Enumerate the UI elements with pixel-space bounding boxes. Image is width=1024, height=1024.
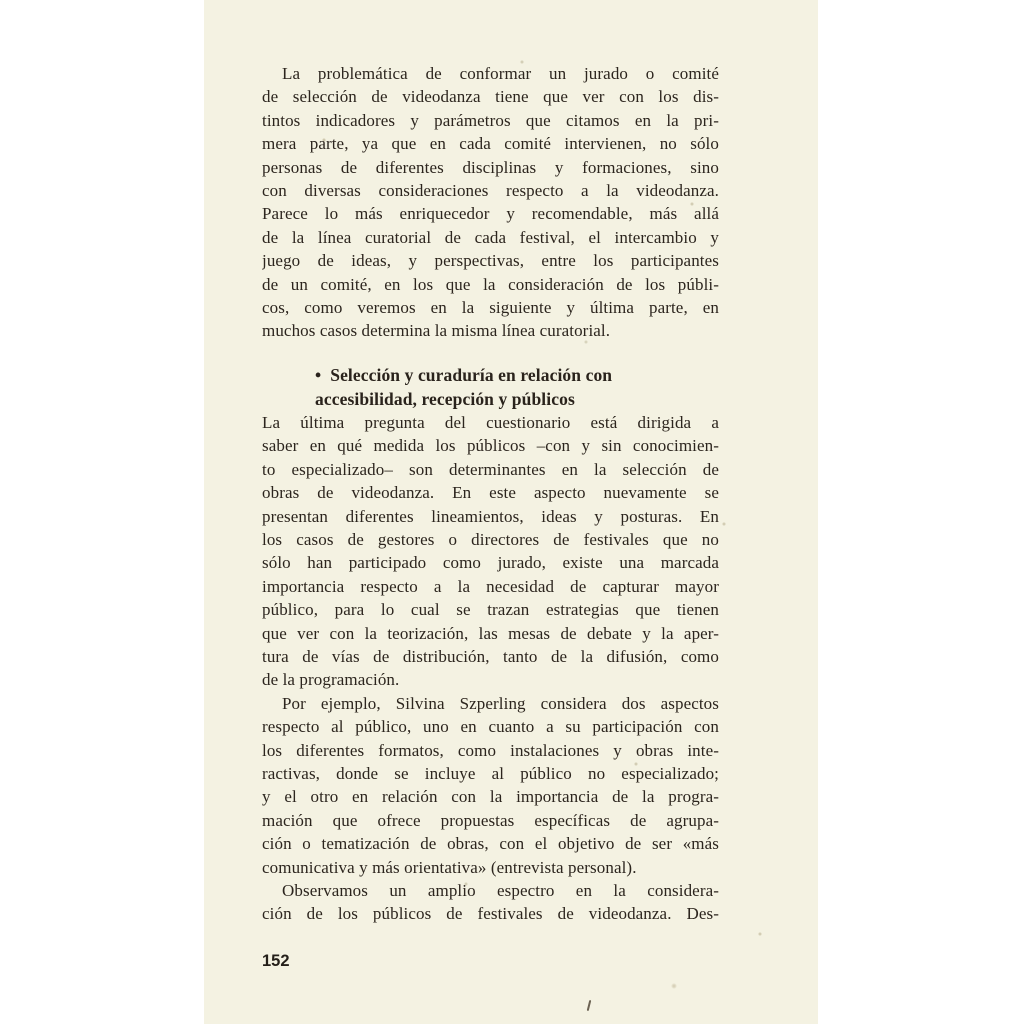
heading-line-1 xyxy=(315,363,719,387)
text-line: mación que ofrece propuestas específicas de agrupa- xyxy=(262,810,719,830)
text-line: juego de ideas, y perspectivas, entre los participantes xyxy=(262,251,719,271)
paragraph-3 xyxy=(262,692,719,879)
text-line: Por ejemplo, Silvina Szperling considera dos aspectos xyxy=(282,693,719,713)
text-line: to especializado– son determinantes en la selección de xyxy=(262,459,719,479)
text-line: de selección de videodanza tiene que ver con los dis- xyxy=(262,87,719,107)
paragraph-2 xyxy=(262,411,719,692)
book-page xyxy=(204,0,818,1024)
text-line: tintos indicadores y parámetros que citamos en la pri- xyxy=(262,110,719,130)
text-line: ractivas, donde se incluye al público no especializado; xyxy=(262,763,719,783)
text-line: de un comité, en los que la consideración de los públi- xyxy=(262,274,719,294)
heading-text-1: Selección y curaduría en relación con xyxy=(330,364,613,385)
text-line: comunicativa y más orientativa» (entrevista personal). xyxy=(262,857,637,877)
text-line: de la línea curatorial de cada festival, el intercambio y xyxy=(262,227,719,247)
page-number: 152 xyxy=(262,952,290,970)
text-line: mera parte, ya que en cada comité intervienen, no sólo xyxy=(262,134,719,154)
bullet-icon: • xyxy=(315,364,322,385)
text-line: Parece lo más enriquecedor y recomendable, más allá xyxy=(262,204,719,224)
text-line: importancia respecto a la necesidad de capturar mayor xyxy=(262,576,719,596)
heading-text-2: accesibilidad, recepción y públicos xyxy=(315,388,575,409)
text-line: muchos casos determina la misma línea curatorial. xyxy=(262,321,611,341)
text-line: con diversas consideraciones respecto a la videodanza. xyxy=(262,181,719,201)
text-line: sólo han participado como jurado, existe una marcada xyxy=(262,553,719,573)
text-line: La última pregunta del cuestionario está dirigida a xyxy=(262,412,719,432)
text-line: ción de los públicos de festivales de videodanza. Des- xyxy=(262,904,719,924)
heading-line-2 xyxy=(315,387,719,411)
text-line: y el otro en relación con la importancia de la progra- xyxy=(262,787,719,807)
text-block xyxy=(262,62,719,926)
text-line: público, para lo cual se trazan estrategias que tienen xyxy=(262,600,719,620)
paragraph-4 xyxy=(262,879,719,926)
text-line: los casos de gestores o directores de festivales que no xyxy=(262,529,719,549)
paragraph-1 xyxy=(262,62,719,343)
text-line: personas de diferentes disciplinas y formaciones, sino xyxy=(262,157,719,177)
text-line: respecto al público, uno en cuanto a su participación con xyxy=(262,717,719,737)
text-line: cos, como veremos en la siguiente y última parte, en xyxy=(262,298,719,318)
text-line: saber en qué medida los públicos –con y sin conocimien- xyxy=(262,436,719,456)
text-line: La problemática de conformar un jurado o comité xyxy=(282,64,719,83)
text-line: presentan diferentes lineamientos, ideas y posturas. En xyxy=(262,506,719,526)
text-line: tura de vías de distribución, tanto de la difusión, como xyxy=(262,646,719,666)
text-line: que ver con la teorización, las mesas de debate y la aper- xyxy=(262,623,719,643)
section-heading xyxy=(315,363,719,411)
text-line: los diferentes formatos, como instalaciones y obras inte- xyxy=(262,740,719,760)
text-line: obras de videodanza. En este aspecto nuevamente se xyxy=(262,483,719,503)
text-line: Observamos un amplio espectro en la considera- xyxy=(282,881,719,900)
paper-fleck xyxy=(587,1000,592,1011)
text-line: de la programación. xyxy=(262,670,400,690)
text-line: ción o tematización de obras, con el objetivo de ser «más xyxy=(262,834,719,854)
